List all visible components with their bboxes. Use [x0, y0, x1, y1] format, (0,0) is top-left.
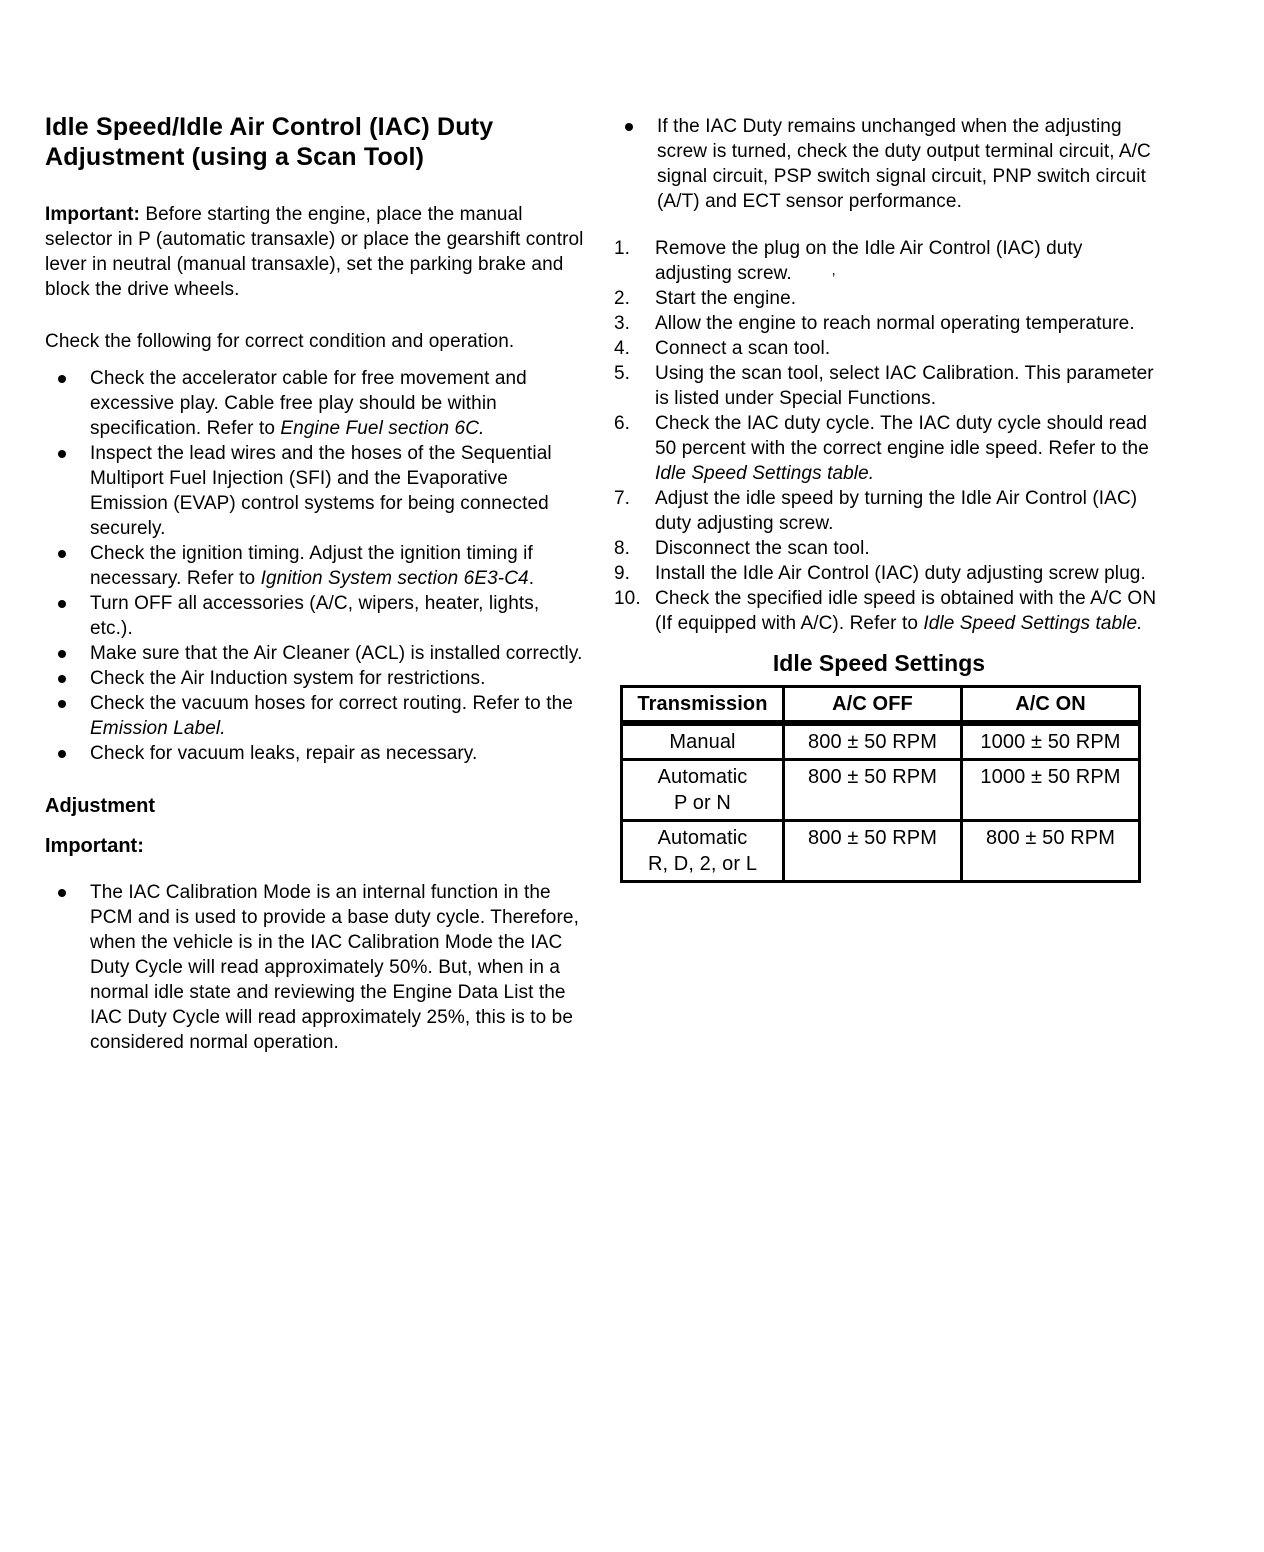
list-item-text: Make sure that the Air Cleaner (ACL) is installed correctly. [90, 643, 583, 664]
step-text: Remove the plug on the Idle Air Control (IAC) duty adjusting screw. [655, 238, 1083, 284]
step-item [612, 311, 1160, 336]
cell-ac-off: 800 ± 50 RPM [784, 723, 962, 760]
cell-transmission: Automatic P or N [622, 760, 784, 821]
step-number: 3. [614, 313, 631, 334]
step-text: Connect a scan tool. [655, 338, 831, 359]
bullet-icon [58, 375, 66, 383]
right-column [612, 114, 1160, 883]
idle-speed-settings-table [620, 685, 1141, 883]
list-item [45, 741, 587, 766]
list-item-text: Turn OFF all accessories (A/C, wipers, heater, lights, etc.). [90, 593, 540, 639]
step-number: 5. [614, 363, 631, 384]
step-text: Check the IAC duty cycle. The IAC duty cycle should read 50 percent with the correct engine idle speed. Refer to the Idle Speed Settings table. [655, 413, 1149, 484]
page-title: Idle Speed/Idle Air Control (IAC) Duty Adjustment (using a Scan Tool) [45, 113, 494, 171]
bullet-icon [58, 889, 66, 897]
step-item [612, 236, 1160, 286]
cell-transmission: Automatic R, D, 2, or L [622, 821, 784, 882]
step-text: Install the Idle Air Control (IAC) duty adjusting screw plug. [655, 563, 1146, 584]
step-number: 8. [614, 538, 631, 559]
cell-ac-on: 1000 ± 50 RPM [962, 760, 1140, 821]
col-header-ac-on: A/C ON [962, 687, 1140, 724]
cell-ac-off: 800 ± 50 RPM [784, 821, 962, 882]
table-row [622, 821, 1140, 882]
step-number: 6. [614, 413, 631, 434]
list-item-text: Check the Air Induction system for restrictions. [90, 668, 486, 689]
table-row [622, 723, 1140, 760]
procedure-steps [612, 236, 1160, 636]
col-header-transmission: Transmission [622, 687, 784, 724]
adjustment-note-text: The IAC Calibration Mode is an internal function in the PCM and is used to provide a base duty cycle. Therefore, when the vehicle is in the IAC Calibration Mode the IAC Duty Cycle will read approximately 50%. But, when in a normal idle state and reviewing the Engine Data List the IAC Duty Cycle will read approximately 25%, this is to be considered normal operation. [90, 882, 579, 1053]
list-item [45, 641, 587, 666]
step-number: 10. [614, 588, 641, 609]
cell-transmission: Manual [622, 723, 784, 760]
list-item [45, 441, 587, 541]
table-row [622, 760, 1140, 821]
step-item [612, 411, 1160, 486]
cell-ac-on: 1000 ± 50 RPM [962, 723, 1140, 760]
bullet-icon [58, 650, 66, 658]
step-number: 4. [614, 338, 631, 359]
cell-ac-off: 800 ± 50 RPM [784, 760, 962, 821]
list-item-text: Inspect the lead wires and the hoses of the Sequential Multiport Fuel Injection (SFI) and the Evaporative Emission (EVAP) control systems for being connected securely. [90, 443, 552, 539]
list-item [45, 666, 587, 691]
step-text: Adjust the idle speed by turning the Idle Air Control (IAC) duty adjusting screw. [655, 488, 1138, 534]
bullet-icon [58, 700, 66, 708]
precheck-list [45, 366, 587, 766]
bullet-icon [58, 450, 66, 458]
scan-artifact-mark: ʼ [832, 271, 836, 288]
step-text: Using the scan tool, select IAC Calibration. This parameter is listed under Special Functions. [655, 363, 1154, 409]
bullet-icon [58, 675, 66, 683]
list-item [45, 541, 587, 591]
step-text: Start the engine. [655, 288, 797, 309]
list-item-text: Check for vacuum leaks, repair as necessary. [90, 743, 478, 764]
step-number: 9. [614, 563, 631, 584]
step-item [612, 561, 1160, 586]
adjustment-heading: Adjustment [45, 795, 155, 817]
list-item [45, 591, 587, 641]
step-text: Allow the engine to reach normal operating temperature. [655, 313, 1135, 334]
bullet-icon [58, 550, 66, 558]
adjustment-note-list [45, 880, 587, 1055]
step-item [612, 286, 1160, 311]
bullet-icon [58, 750, 66, 758]
important-heading: Important: [45, 835, 144, 857]
duty-note-list [612, 114, 1160, 214]
list-item [45, 880, 587, 1055]
step-item [612, 536, 1160, 561]
cell-ac-on: 800 ± 50 RPM [962, 821, 1140, 882]
list-item [45, 691, 587, 741]
step-item [612, 336, 1160, 361]
duty-note-text: If the IAC Duty remains unchanged when the adjusting screw is turned, check the duty output terminal circuit, A/C signal circuit, PSP switch signal circuit, PNP switch circuit (A/T) and ECT sensor performance. [657, 116, 1151, 212]
bullet-icon [625, 123, 633, 131]
step-item [612, 586, 1160, 636]
important-intro-paragraph [45, 202, 587, 302]
step-text: Disconnect the scan tool. [655, 538, 870, 559]
step-number: 2. [614, 288, 631, 309]
check-intro: Check the following for correct condition and operation. [45, 331, 515, 352]
list-item-text: Check the accelerator cable for free movement and excessive play. Cable free play should be within specification. Refer to Engine Fuel section 6C. [90, 368, 527, 439]
list-item-text: Check the vacuum hoses for correct routing. Refer to the Emission Label. [90, 693, 573, 739]
table-title: Idle Speed Settings [772, 650, 986, 676]
list-item [612, 114, 1160, 214]
step-text: Check the specified idle speed is obtained with the A/C ON (If equipped with A/C). Refer to Idle Speed Settings table. [655, 588, 1157, 634]
step-item [612, 361, 1160, 411]
bullet-icon [58, 600, 66, 608]
step-number: 1. [614, 238, 631, 259]
important-label: Important: [45, 204, 140, 225]
list-item-text: Check the ignition timing. Adjust the ignition timing if necessary. Refer to Ignition System section 6E3-C4. [90, 543, 535, 589]
important-text: Before starting the engine, place the manual selector in P (automatic transaxle) or place the gearshift control lever in neutral (manual transaxle), set the parking brake and block the drive wheels. [45, 204, 584, 300]
step-number: 7. [614, 488, 631, 509]
list-item [45, 366, 587, 441]
left-column [45, 112, 587, 1055]
table-header-row [622, 687, 1140, 724]
col-header-ac-off: A/C OFF [784, 687, 962, 724]
step-item [612, 486, 1160, 536]
